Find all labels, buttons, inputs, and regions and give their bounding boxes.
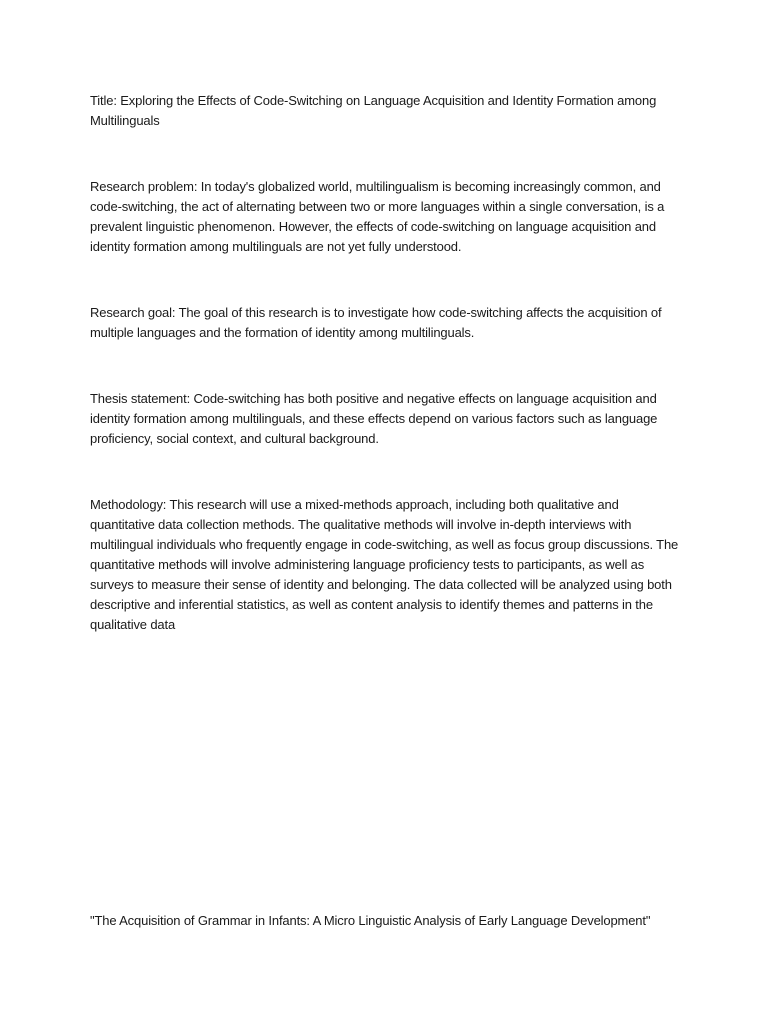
research-problem-paragraph: Research problem: In today's globalized world, multilingualism is becoming increasingly common, and code-switching, the act of alternating between two or more languages within a single conversation, is a prevalent linguistic phenomenon. However, the effects of code-switching on language acquisition and identity formation among multilinguals are not yet fully understood. <box>90 179 665 254</box>
next-section-title: "The Acquisition of Grammar in Infants: A Micro Linguistic Analysis of Early Language Development" <box>90 913 651 928</box>
methodology-paragraph: Methodology: This research will use a mixed-methods approach, including both qualitative and quantitative data collection methods. The qualitative methods will involve in-depth interviews with multilingual individuals who frequently engage in code-switching, as well as focus group discussions. The quantitative methods will involve administering language proficiency tests to participants, as well as surveys to measure their sense of identity and belonging. The data collected will be analyzed using both descriptive and inferential statistics, as well as content analysis to identify themes and patterns in the qualitative data <box>90 497 679 632</box>
thesis-statement-paragraph: Thesis statement: Code-switching has both positive and negative effects on language acquisition and identity formation among multilinguals, and these effects depend on various factors such as language proficiency, social context, and cultural background. <box>90 391 658 446</box>
title-paragraph: Title: Exploring the Effects of Code-Switching on Language Acquisition and Identity Formation among Multilinguals <box>90 93 657 128</box>
research-goal-paragraph: Research goal: The goal of this research is to investigate how code-switching affects the acquisition of multiple languages and the formation of identity among multilinguals. <box>90 305 662 340</box>
